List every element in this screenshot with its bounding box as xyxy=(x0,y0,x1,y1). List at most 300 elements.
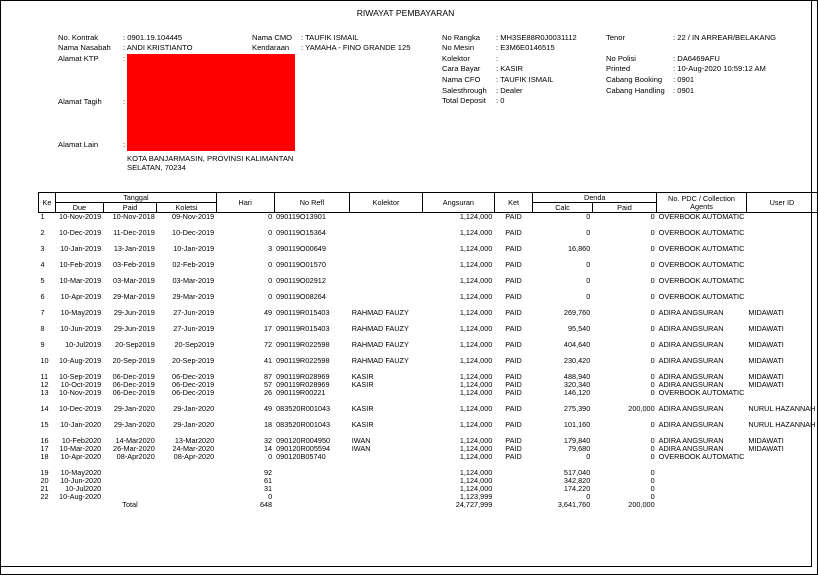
row-hari: 14 xyxy=(264,445,273,453)
value-total-deposit: : 0 xyxy=(496,96,505,105)
row-koletsi-date: 20-Sep-2019 xyxy=(172,357,215,365)
row-due: 10-Jul2019 xyxy=(65,341,102,349)
row-paid: 20-Sep-2019 xyxy=(112,357,155,365)
row-ref xyxy=(274,493,350,501)
row-kolektor: KASIR xyxy=(351,381,374,389)
row-kolektor xyxy=(350,213,423,230)
row-ke: 6 xyxy=(40,293,45,301)
row-ket xyxy=(494,477,532,485)
row-ket: PAID xyxy=(505,293,522,301)
row-pdc: OVERBOOK AUTOMATIC xyxy=(658,245,745,253)
row-kolektor xyxy=(350,453,423,469)
row-calc: 0 xyxy=(586,453,591,461)
label-no-polisi: No Polisi xyxy=(606,54,636,63)
row-pdc: ADIRA ANGSURAN xyxy=(658,373,724,381)
row-user: NURUL HAZANNAH xyxy=(748,421,816,429)
row-ket xyxy=(494,485,532,493)
row-paid: 13-Jan-2019 xyxy=(113,245,155,253)
table-row xyxy=(39,293,818,309)
row-paid: 29-Jan-2020 xyxy=(113,421,155,429)
colon-alamat-tagih: : xyxy=(123,97,126,106)
row-angsuran: 1,124,000 xyxy=(459,373,493,381)
row-angsuran: 1,124,000 xyxy=(459,325,493,333)
row-hari: 41 xyxy=(264,357,273,365)
label-kendaraan: Kendaraan xyxy=(252,43,290,52)
row-due: 10-Jul2020 xyxy=(65,485,102,493)
label-nama-cfo: Nama CFO xyxy=(442,75,481,84)
row-user: MIDAWATI xyxy=(748,325,784,333)
header-no-refi: No Refl xyxy=(274,193,350,213)
table-row xyxy=(39,229,818,245)
row-pdc: ADIRA ANGSURAN xyxy=(658,445,724,453)
row-ket: PAID xyxy=(505,389,522,397)
row-ref: 090119O15364 xyxy=(276,229,326,237)
row-hari: 0 xyxy=(268,229,273,237)
row-kolektor xyxy=(350,261,423,277)
address-text xyxy=(127,154,293,172)
row-pdc: OVERBOOK AUTOMATIC xyxy=(658,261,745,269)
total-dpaid: 200,000 xyxy=(628,501,655,509)
row-pdc xyxy=(657,493,747,501)
row-kolektor xyxy=(350,245,423,261)
row-user: MIDAWATI xyxy=(748,373,784,381)
header-koletsi: Koletsi xyxy=(157,203,216,213)
row-kolektor: KASIR xyxy=(351,373,374,381)
row-due: 10-Feb2020 xyxy=(61,437,102,445)
value-kolektor: : xyxy=(496,54,499,63)
value-cabang-handling: : 0901 xyxy=(673,86,695,95)
row-pdc: OVERBOOK AUTOMATIC xyxy=(658,212,745,221)
row-ref: 090119O08264 xyxy=(276,293,326,301)
row-koletsi-date: 08-Apr-2020 xyxy=(173,453,215,461)
row-pdc: ADIRA ANGSURAN xyxy=(658,341,724,349)
row-due: 10-Mar-2020 xyxy=(59,445,102,453)
row-pdc: ADIRA ANGSURAN xyxy=(658,309,724,317)
row-ket xyxy=(494,493,532,501)
table-row xyxy=(39,469,818,477)
row-pdc: ADIRA ANGSURAN xyxy=(658,405,724,413)
row-ref xyxy=(274,469,350,477)
row-pdc xyxy=(657,485,747,493)
table-row xyxy=(39,445,818,453)
row-ref: 090120B05740 xyxy=(276,453,326,461)
row-kolektor: IWAN xyxy=(351,445,371,453)
table-row xyxy=(39,277,818,293)
row-ke: 17 xyxy=(40,445,49,453)
total-empty-cell xyxy=(746,501,817,511)
row-due: 10-Jun-2019 xyxy=(60,325,102,333)
row-hari: 0 xyxy=(268,212,273,221)
row-paid xyxy=(103,485,157,493)
row-ke: 12 xyxy=(40,381,49,389)
row-kolektor xyxy=(350,477,423,485)
row-ke: 3 xyxy=(40,245,45,253)
total-label: Total xyxy=(122,501,138,509)
row-due: 10-Feb-2019 xyxy=(59,261,102,269)
row-denda-paid: 0 xyxy=(650,437,655,445)
row-user xyxy=(746,389,817,405)
value-cabang-booking: : 0901 xyxy=(673,75,695,84)
row-paid: 29-Jun-2019 xyxy=(113,309,155,317)
table-row xyxy=(39,477,818,485)
label-kolektor: Kolektor xyxy=(442,54,470,63)
row-calc: 0 xyxy=(586,229,591,237)
row-angsuran: 1,124,000 xyxy=(459,445,493,453)
row-angsuran: 1,124,000 xyxy=(459,357,493,365)
row-due: 10-Apr-2020 xyxy=(60,453,102,461)
row-denda-paid: 0 xyxy=(650,421,655,429)
row-angsuran: 1,124,000 xyxy=(459,469,493,477)
row-angsuran: 1,124,000 xyxy=(459,229,493,237)
row-calc: 230,420 xyxy=(563,357,591,365)
row-ref: 090119O02912 xyxy=(276,277,326,285)
row-calc: 174,220 xyxy=(563,485,591,493)
row-ke: 11 xyxy=(40,373,49,381)
row-hari: 0 xyxy=(268,277,273,285)
row-user: NURUL HAZANNAH xyxy=(748,405,816,413)
row-user xyxy=(746,261,817,277)
row-angsuran: 1,124,000 xyxy=(459,437,493,445)
report-title: RIWAYAT PEMBAYARAN xyxy=(356,8,455,18)
table-row xyxy=(39,309,818,325)
row-calc: 517,040 xyxy=(563,469,591,477)
value-no-kontrak: : 0901.19.104445 xyxy=(123,33,183,42)
row-ref: 090119R028969 xyxy=(276,373,330,381)
row-paid: 29-Jan-2020 xyxy=(113,405,155,413)
row-calc: 146,120 xyxy=(563,389,591,397)
row-due: 10-Aug-2020 xyxy=(59,493,102,501)
label-cabang-booking: Cabang Booking xyxy=(606,75,663,84)
row-ke: 22 xyxy=(40,493,49,501)
table-header xyxy=(39,193,818,213)
row-koletsi-date: 29-Mar-2019 xyxy=(172,293,215,301)
row-denda-paid: 0 xyxy=(650,309,655,317)
row-paid: 14-Mar2020 xyxy=(115,437,155,445)
row-pdc: ADIRA ANGSURAN xyxy=(658,421,724,429)
total-empty-cell xyxy=(56,501,104,511)
row-ke: 15 xyxy=(40,421,49,429)
row-calc: 320,340 xyxy=(563,381,591,389)
page-edge-bottom xyxy=(0,566,812,567)
row-angsuran: 1,124,000 xyxy=(459,453,493,461)
row-angsuran: 1,123,999 xyxy=(459,493,493,501)
row-denda-paid: 0 xyxy=(650,341,655,349)
row-ket: PAID xyxy=(505,373,522,381)
label-cara-bayar: Cara Bayar xyxy=(442,64,481,73)
row-koletsi-date: 06-Dec-2019 xyxy=(172,373,215,381)
row-calc: 16,860 xyxy=(567,245,591,253)
row-ket: PAID xyxy=(505,325,522,333)
total-empty-cell xyxy=(494,501,532,511)
row-ref: 090119O13901 xyxy=(276,212,326,221)
row-ket: PAID xyxy=(505,421,522,429)
row-pdc: OVERBOOK AUTOMATIC xyxy=(658,389,745,397)
row-paid xyxy=(103,477,157,485)
row-paid: 06-Dec-2019 xyxy=(112,381,155,389)
row-ref: 090119R00221 xyxy=(276,389,326,397)
row-due: 10-Dec-2019 xyxy=(59,405,102,413)
row-ke: 13 xyxy=(40,389,49,397)
row-paid xyxy=(103,469,157,477)
row-denda-paid: 0 xyxy=(650,485,655,493)
row-kolektor xyxy=(350,277,423,293)
row-kolektor xyxy=(350,293,423,309)
row-calc: 0 xyxy=(586,493,591,501)
row-calc: 0 xyxy=(586,293,591,301)
row-due: 10-May2019 xyxy=(60,309,102,317)
row-angsuran: 1,124,000 xyxy=(459,341,493,349)
row-due: 10-Sep-2019 xyxy=(59,373,102,381)
row-ke: 19 xyxy=(40,469,49,477)
total-empty-cell xyxy=(39,501,56,511)
row-ket: PAID xyxy=(505,229,522,237)
row-kolektor: RAHMAD FAUZY xyxy=(351,357,409,365)
row-ref xyxy=(274,485,350,493)
total-row xyxy=(39,501,818,511)
total-empty-cell xyxy=(157,501,216,511)
colon-alamat-lain: : xyxy=(123,140,126,149)
row-angsuran: 1,124,000 xyxy=(459,381,493,389)
row-angsuran: 1,124,000 xyxy=(459,485,493,493)
value-no-mesin: : E3M6E0146515 xyxy=(496,43,555,52)
row-ke: 10 xyxy=(40,357,49,365)
row-ke: 4 xyxy=(40,261,45,269)
row-koletsi-date xyxy=(157,469,216,477)
table-row xyxy=(39,357,818,373)
total-empty-cell xyxy=(657,501,747,511)
row-koletsi-date: 13-Mar2020 xyxy=(174,437,215,445)
row-kolektor xyxy=(350,493,423,501)
row-pdc: OVERBOOK AUTOMATIC xyxy=(658,453,745,461)
row-angsuran: 1,124,000 xyxy=(459,293,493,301)
label-alamat-lain: Alamat Lain xyxy=(58,140,99,149)
row-pdc: ADIRA ANGSURAN xyxy=(658,325,724,333)
row-calc: 0 xyxy=(586,277,591,285)
row-due: 10-Dec-2019 xyxy=(59,229,102,237)
row-kolektor: KASIR xyxy=(351,405,374,413)
row-denda-paid: 0 xyxy=(650,212,655,221)
row-due: 10-Mar-2019 xyxy=(59,277,102,285)
row-user xyxy=(746,245,817,261)
header-denda: Denda xyxy=(533,193,657,203)
row-ref: 090119O01570 xyxy=(276,261,326,269)
row-user xyxy=(746,469,817,477)
table-row xyxy=(39,245,818,261)
total-empty-cell xyxy=(350,501,423,511)
row-calc: 0 xyxy=(586,212,591,221)
row-ke: 20 xyxy=(40,477,49,485)
table-row xyxy=(39,389,818,405)
value-no-rangka: : MH3SE88R0J0031112 xyxy=(496,33,577,42)
row-paid: 08-Apr2020 xyxy=(116,453,155,461)
row-kolektor: RAHMAD FAUZY xyxy=(351,325,409,333)
value-nama-cmo: : TAUFIK ISMAIL xyxy=(301,33,359,42)
row-calc: 179,840 xyxy=(563,437,591,445)
row-denda-paid: 0 xyxy=(650,229,655,237)
row-calc: 275,390 xyxy=(563,405,591,413)
row-denda-paid: 0 xyxy=(650,261,655,269)
value-no-polisi: : DA6469AFU xyxy=(673,54,720,63)
header-pdc: No. PDC / Collection Agents xyxy=(657,193,747,213)
row-user xyxy=(746,277,817,293)
row-hari: 49 xyxy=(264,405,273,413)
row-calc: 95,540 xyxy=(567,325,591,333)
total-empty-cell xyxy=(274,501,350,511)
row-pdc xyxy=(657,469,747,477)
row-angsuran: 1,124,000 xyxy=(459,421,493,429)
row-koletsi-date: 06-Dec-2019 xyxy=(172,389,215,397)
label-total-deposit: Total Deposit xyxy=(442,96,486,105)
row-user: MIDAWATI xyxy=(748,309,784,317)
table-row xyxy=(39,341,818,357)
row-paid: 26-Mar-2020 xyxy=(113,445,155,453)
table-row xyxy=(39,213,818,230)
row-koletsi-date: 29-Jan-2020 xyxy=(173,421,215,429)
row-ref: 090119R022598 xyxy=(276,357,330,365)
row-user: MIDAWATI xyxy=(748,437,784,445)
row-paid: 10-Nov-2018 xyxy=(112,212,155,221)
label-salesthrough: Salesthrough xyxy=(442,86,487,95)
row-due: 10-Aug-2019 xyxy=(59,357,102,365)
row-ket: PAID xyxy=(505,381,522,389)
table-body xyxy=(39,213,818,512)
row-paid: 29-Mar-2019 xyxy=(113,293,155,301)
row-ke: 8 xyxy=(40,325,45,333)
row-user xyxy=(746,453,817,469)
total-hari: 648 xyxy=(259,501,273,509)
header-kolektor: Kolektor xyxy=(350,193,423,213)
row-ke: 14 xyxy=(40,405,49,413)
table-row xyxy=(39,373,818,381)
row-user xyxy=(746,229,817,245)
row-angsuran: 1,124,000 xyxy=(459,277,493,285)
header-ke: Ke xyxy=(39,193,56,213)
row-user: MIDAWATI xyxy=(748,445,784,453)
row-ref xyxy=(274,477,350,485)
row-ke: 16 xyxy=(40,437,49,445)
row-ket xyxy=(494,469,532,477)
row-angsuran: 1,124,000 xyxy=(459,245,493,253)
row-koletsi-date: 24-Mar-2020 xyxy=(172,445,215,453)
row-hari: 57 xyxy=(264,381,273,389)
row-due: 10-Apr-2019 xyxy=(60,293,102,301)
row-due: 10-Jan-2019 xyxy=(60,245,102,253)
row-ref: 090120R005594 xyxy=(276,445,331,453)
label-no-kontrak: No. Kontrak xyxy=(58,33,99,42)
row-denda-paid: 200,000 xyxy=(628,405,655,413)
row-hari: 0 xyxy=(268,293,273,301)
table-row xyxy=(39,421,818,437)
row-user xyxy=(746,485,817,493)
row-koletsi-date: 09-Nov-2019 xyxy=(172,212,215,221)
label-alamat-tagih: Alamat Tagih xyxy=(58,97,102,106)
row-angsuran: 1,124,000 xyxy=(459,309,493,317)
label-no-mesin: No Mesin xyxy=(442,43,475,52)
row-kolektor xyxy=(350,485,423,493)
row-user: MIDAWATI xyxy=(748,381,784,389)
row-angsuran: 1,124,000 xyxy=(459,477,493,485)
row-denda-paid: 0 xyxy=(650,389,655,397)
header-tanggal: Tanggal xyxy=(56,193,217,203)
row-due: 10-May2020 xyxy=(60,469,102,477)
row-denda-paid: 0 xyxy=(650,445,655,453)
address-line-2: SELATAN, 70234 xyxy=(127,163,186,172)
row-ket: PAID xyxy=(505,357,522,365)
row-kolektor: RAHMAD FAUZY xyxy=(351,341,409,349)
row-user xyxy=(746,493,817,501)
label-tenor: Tenor xyxy=(606,33,625,42)
table-row xyxy=(39,381,818,389)
row-denda-paid: 0 xyxy=(650,277,655,285)
row-koletsi-date: 06-Dec-2019 xyxy=(172,381,215,389)
row-denda-paid: 0 xyxy=(650,293,655,301)
row-koletsi-date: 10-Dec-2019 xyxy=(172,229,215,237)
row-paid: 06-Dec-2019 xyxy=(112,373,155,381)
row-ke: 2 xyxy=(40,229,45,237)
row-hari: 72 xyxy=(264,341,273,349)
row-koletsi-date: 27-Jun-2019 xyxy=(173,309,215,317)
row-koletsi-date: 29-Jan-2020 xyxy=(173,405,215,413)
label-nama-nasabah: Nama Nasabah xyxy=(58,43,111,52)
row-hari: 17 xyxy=(264,325,273,333)
row-paid: 03-Mar-2019 xyxy=(113,277,155,285)
row-ref: 090119O00649 xyxy=(276,245,326,253)
row-angsuran: 1,124,000 xyxy=(459,389,493,397)
label-no-rangka: No Rangka xyxy=(442,33,480,42)
row-koletsi-date: 02-Feb-2019 xyxy=(172,261,215,269)
header-user-id: User ID xyxy=(746,193,817,213)
row-due: 10-Nov-2019 xyxy=(59,212,102,221)
row-koletsi-date: 10-Jan-2019 xyxy=(173,245,215,253)
row-paid: 29-Jun-2019 xyxy=(113,325,155,333)
colon-alamat-ktp: : xyxy=(123,54,126,63)
row-ket: PAID xyxy=(505,445,522,453)
table-row xyxy=(39,261,818,277)
row-calc: 101,160 xyxy=(563,421,591,429)
row-user: MIDAWATI xyxy=(748,357,784,365)
row-hari: 87 xyxy=(264,373,273,381)
row-angsuran: 1,124,000 xyxy=(459,212,493,221)
row-paid: 11-Dec-2019 xyxy=(113,229,155,237)
row-paid xyxy=(103,493,157,501)
row-ref: 090119R015403 xyxy=(276,309,330,317)
value-kendaraan: : YAMAHA - FINO GRANDE 125 xyxy=(301,43,411,52)
table-row xyxy=(39,453,818,469)
value-nama-nasabah: : ANDI KRISTIANTO xyxy=(123,43,193,52)
value-cara-bayar: : KASIR xyxy=(496,64,524,73)
row-calc: 488,940 xyxy=(563,373,591,381)
row-paid: 06-Dec-2019 xyxy=(112,389,155,397)
row-ke: 7 xyxy=(40,309,45,317)
label-nama-cmo: Nama CMO xyxy=(252,33,293,42)
row-denda-paid: 0 xyxy=(650,325,655,333)
row-calc: 342,820 xyxy=(563,477,591,485)
row-paid: 20-Sep2019 xyxy=(115,341,155,349)
table-row xyxy=(39,437,818,445)
row-hari: 32 xyxy=(264,437,273,445)
row-kolektor: KASIR xyxy=(351,421,374,429)
row-koletsi-date xyxy=(157,485,216,493)
header-due: Due xyxy=(56,203,104,213)
total-angsuran: 24,727,999 xyxy=(455,501,493,509)
row-koletsi-date: 03-Mar-2019 xyxy=(172,277,215,285)
row-denda-paid: 0 xyxy=(650,493,655,501)
row-koletsi-date: 20-Sep2019 xyxy=(174,341,215,349)
row-denda-paid: 0 xyxy=(650,245,655,253)
header-calc: Calc xyxy=(533,203,593,213)
row-denda-paid: 0 xyxy=(650,373,655,381)
label-cabang-handling: Cabang Handling xyxy=(606,86,665,95)
